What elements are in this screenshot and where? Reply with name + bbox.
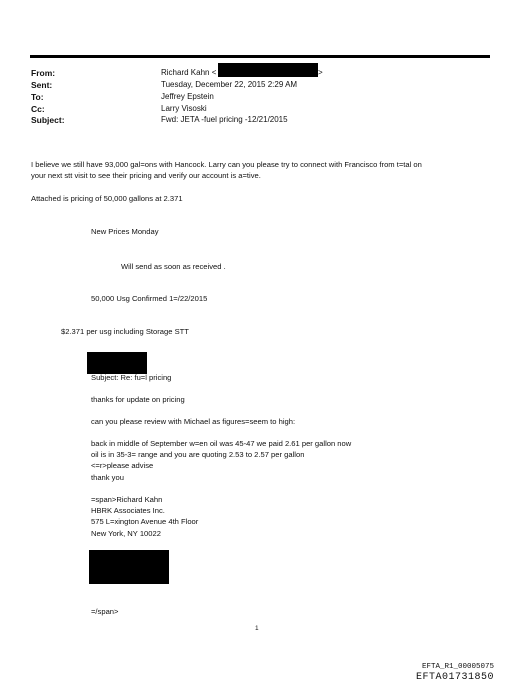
thank-you-line: thank you <box>91 473 124 482</box>
confirmed-line: 50,000 Usg Confirmed 1=/22/2015 <box>91 294 208 303</box>
thanks-line: thanks for update on pricing <box>91 395 185 404</box>
signature-address: 575 L=xington Avenue 4th Floor <box>91 517 199 526</box>
signature-city: New York, NY 10022 <box>91 529 161 538</box>
subject-reply-line: Subject: Re: fu=l pricing <box>91 373 172 382</box>
signature-name: =span>Richard Kahn <box>91 495 163 504</box>
price-line: $2.371 per usg including Storage STT <box>61 327 189 336</box>
back-line2: oil is in 35-3= range and you are quoting 2.53 to 2.57 per gallon <box>91 450 305 459</box>
review-line: can you please review with Michael as figures=seem to high: <box>91 417 296 426</box>
subject-label: Subject: <box>31 115 65 125</box>
to-value: Jeffrey Epstein <box>161 92 214 101</box>
para1-line2: your next stt visit to see their pricing and verify our account is a=tive. <box>31 171 261 180</box>
redaction-from-email <box>218 63 318 77</box>
header-rule <box>30 55 490 58</box>
from-value-suffix: > <box>318 68 323 77</box>
bates-number-small: EFTA_R1_00005075 <box>421 663 494 671</box>
from-label: From: <box>31 68 56 78</box>
page-number: 1 <box>255 625 259 632</box>
from-value-prefix: Richard Kahn < <box>161 68 217 77</box>
signature-company: HBRK Associates Inc. <box>91 506 165 515</box>
cc-value: Larry Visoski <box>161 104 207 113</box>
para2: Attached is pricing of 50,000 gallons at 2.371 <box>31 194 183 203</box>
bates-number-large: EFTA01731850 <box>415 672 494 683</box>
back-line1: back in middle of September w=en oil was 45-47 we paid 2.61 per gallon now <box>91 439 352 448</box>
to-label: To: <box>31 92 44 102</box>
span-close-line: =/span> <box>91 607 119 616</box>
subject-value: Fwd: JETA -fuel pricing -12/21/2015 <box>161 115 288 124</box>
sent-value: Tuesday, December 22, 2015 2:29 AM <box>161 80 298 89</box>
advise-line: <=r>please advise <box>91 461 154 470</box>
cc-label: Cc: <box>31 104 45 114</box>
will-send-line: Will send as soon as received . <box>121 262 226 271</box>
para1-line1: I believe we still have 93,000 gal=ons with Hancock. Larry can you please try to connect with Francisco from t=tal on <box>31 160 422 169</box>
redaction-signature-block <box>89 550 169 584</box>
new-prices-line: New Prices Monday <box>91 227 159 236</box>
sent-label: Sent: <box>31 80 53 90</box>
redaction-sender-block <box>87 352 147 374</box>
